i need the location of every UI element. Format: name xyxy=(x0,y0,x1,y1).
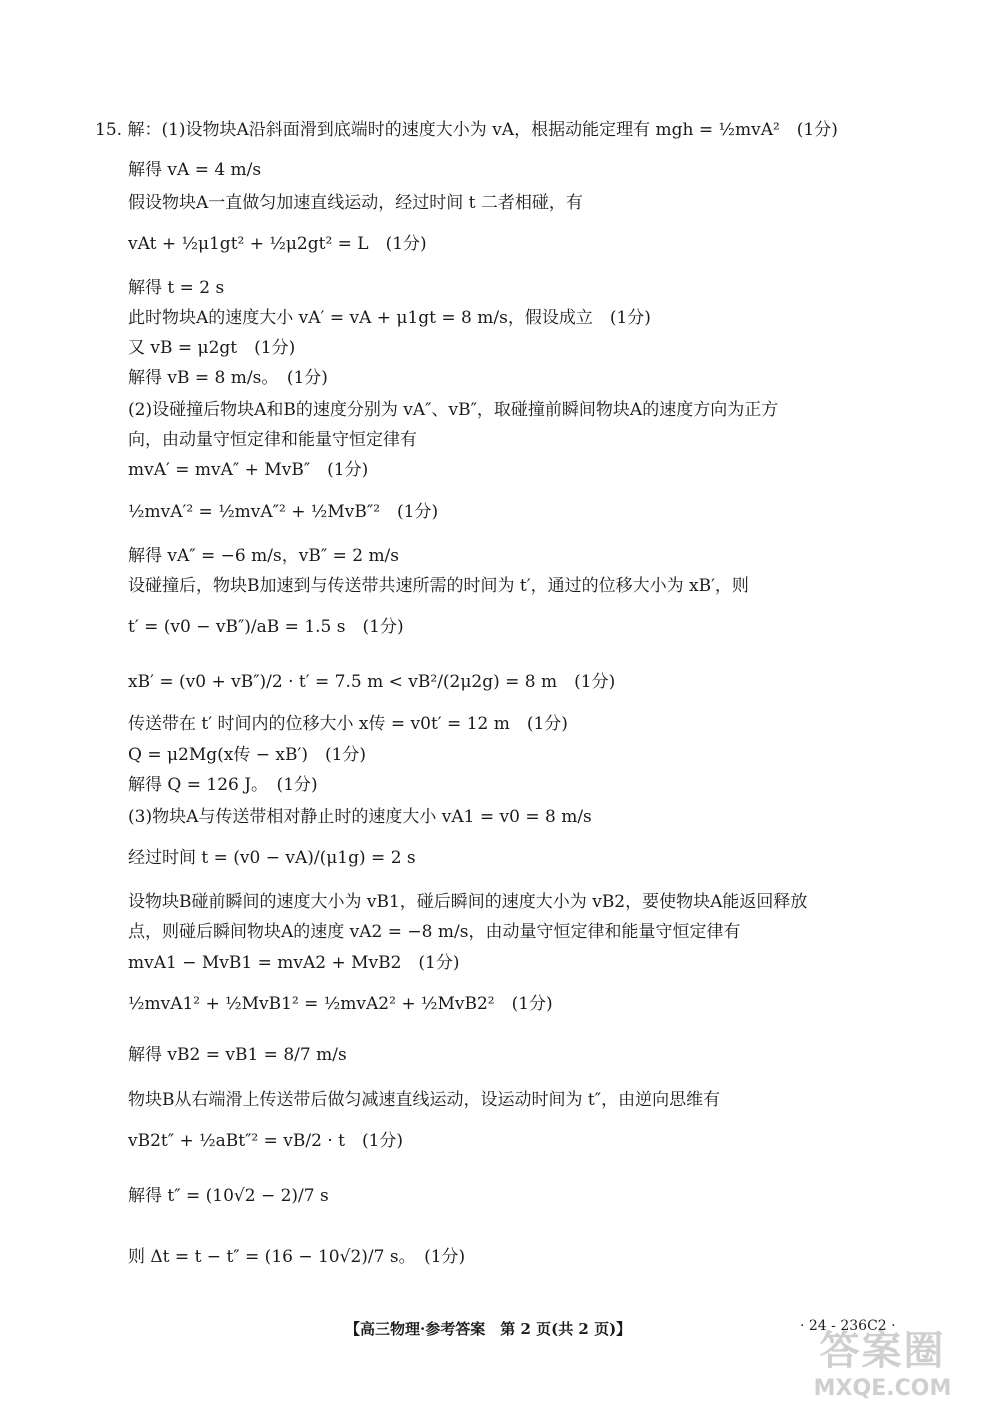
line-part3-intro: (3)物块A与传送带相对静止时的速度大小 vA1 = v0 = 8 m/s xyxy=(128,807,592,827)
line-energy-2: ½mvA1² + ½MvB1² = ½mvA2² + ½MvB2² (1分) xyxy=(128,994,553,1014)
line-q15-intro: 15. 解：(1)设物块A沿斜面滑到底端时的速度大小为 vA，根据动能定理有 mgh = ½mvA² (1分) xyxy=(95,120,838,140)
watermark-text: 答案圈 xyxy=(819,1328,946,1374)
line-va-prime: 此时物块A的速度大小 vA′ = vA + μ1gt = 8 m/s，假设成立 (1分) xyxy=(128,308,651,328)
line-part2-cont: 向，由动量守恒定律和能量守恒定律有 xyxy=(128,430,417,450)
watermark-logo xyxy=(780,1320,985,1400)
line-energy-1: ½mvA′² = ½mvA″² + ½MvB″² (1分) xyxy=(128,502,439,522)
line-momentum-1: mvA′ = mvA″ + MvB″ (1分) xyxy=(128,460,369,480)
line-solve-t: 解得 t = 2 s xyxy=(128,278,225,298)
line-momentum-2: mvA1 − MvB1 = mvA2 + MvB2 (1分) xyxy=(128,953,460,973)
line-eq-xb: xB′ = (v0 + vB″)/2 · t′ = 7.5 m < vB²/(2μ2g) = 8 m (1分) xyxy=(128,672,616,692)
line-delta-t: 则 Δt = t − t″ = (16 − 10√2)/7 s。 (1分) xyxy=(128,1247,466,1267)
line-solve-Q: 解得 Q = 126 J。 (1分) xyxy=(128,775,318,795)
line-belt-displacement: 传送带在 t′ 时间内的位移大小 x传 = v0t′ = 12 m (1分) xyxy=(128,714,568,734)
line-belt-decel: 物块B从右端滑上传送带后做匀减速直线运动，设运动时间为 t″，由逆向思维有 xyxy=(128,1090,721,1110)
line-eq-t-prime: t′ = (v0 − vB″)/aB = 1.5 s (1分) xyxy=(128,617,404,637)
watermark-url: MXQE.COM xyxy=(813,1376,952,1401)
line-solve-vb2: 解得 vB2 = vB1 = 8/7 m/s xyxy=(128,1045,347,1065)
line-eq-t-double-prime: vB2t″ + ½aBt″² = vB/2 · t (1分) xyxy=(128,1131,404,1151)
line-eq-Q: Q = μ2Mg(x传 − xB′) (1分) xyxy=(128,745,367,765)
line-solve-velocities: 解得 vA″ = −6 m/s，vB″ = 2 m/s xyxy=(128,546,400,566)
doc-code: · 24 - 236C2 · xyxy=(800,1318,896,1334)
line-solve-vb: 解得 vB = 8 m/s。 (1分) xyxy=(128,368,328,388)
line-vb: 又 vB = μ2gt (1分) xyxy=(128,338,296,358)
line-assume: 假设物块A一直做匀加速直线运动，经过时间 t 二者相碰，有 xyxy=(128,193,583,213)
line-eq-time: 经过时间 t = (v0 − vA)/(μ1g) = 2 s xyxy=(128,848,416,868)
line-solve-va: 解得 vA = 4 m/s xyxy=(128,160,262,180)
line-time-t-prime: 设碰撞后，物块B加速到与传送带共速所需的时间为 t′，通过的位移大小为 xB′，则 xyxy=(128,576,749,596)
line-solve-t-double-prime: 解得 t″ = (10√2 − 2)/7 s xyxy=(128,1186,329,1206)
line-part3-cont: 点，则碰后瞬间物块A的速度 vA2 = −8 m/s，由动量守恒定律和能量守恒定律有 xyxy=(128,922,741,942)
line-part2-intro: (2)设碰撞后物块A和B的速度分别为 vA″、vB″，取碰撞前瞬间物块A的速度方向为正方 xyxy=(128,400,779,420)
page-footer: 【高三物理·参考答案 第 2 页(共 2 页)】 xyxy=(345,1320,632,1338)
line-part3-assume: 设物块B碰前瞬间的速度大小为 vB1，碰后瞬间的速度大小为 vB2，要使物块A能返回释放 xyxy=(128,892,808,912)
line-eq-L: vAt + ½μ1gt² + ½μ2gt² = L (1分) xyxy=(128,234,427,254)
